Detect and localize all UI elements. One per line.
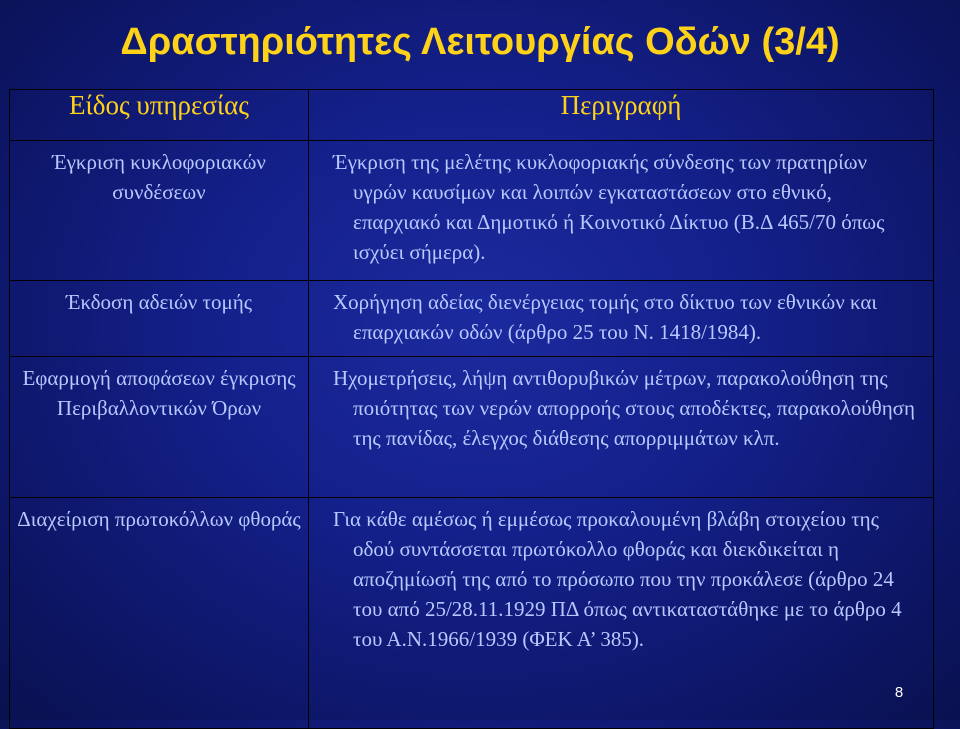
slide-title: Δραστηριότητες Λειτουργίας Οδών (3/4) xyxy=(120,21,840,63)
services-table xyxy=(9,89,934,729)
header-service-type: Είδος υπηρεσίας xyxy=(10,90,309,141)
description-cell xyxy=(309,498,934,729)
description-cell xyxy=(309,281,934,357)
table-row xyxy=(10,141,934,281)
service-type-cell: Έγκριση κυκλοφοριακών συνδέσεων xyxy=(10,141,309,281)
description-text: Ηχομετρήσεις, λήψη αντιθορυβικών μέτρων, παρακολούθηση της ποιότητας των νερών απορροής στους αποδέκτες, παρακολούθηση της πανίδας, έλεγχος διάθεσης απορριμμάτων κλπ. xyxy=(333,366,915,450)
table-row xyxy=(10,281,934,357)
table-row xyxy=(10,498,934,729)
page-number: 8 xyxy=(894,684,904,701)
header-description: Περιγραφή xyxy=(309,90,934,141)
service-type-cell: Έκδοση αδειών τομής xyxy=(10,281,309,357)
table-header-row xyxy=(10,90,934,141)
service-type-cell: Εφαρμογή αποφάσεων έγκρισης Περιβαλλοντικών Όρων xyxy=(10,357,309,498)
description-cell xyxy=(309,141,934,281)
description-text: Χορήγηση αδείας διενέργειας τομής στο δίκτυο των εθνικών και επαρχιακών οδών (άρθρο 25 του Ν. 1418/1984). xyxy=(333,290,878,344)
service-type-cell: Διαχείριση πρωτοκόλλων φθοράς xyxy=(10,498,309,729)
table-row xyxy=(10,357,934,498)
description-text: Έγκριση της μελέτης κυκλοφοριακής σύνδεσης των πρατηρίων υγρών καυσίμων και λοιπών εγκαταστάσεων στο εθνικό, επαρχιακό και Δημοτικό ή Κοινοτικό Δίκτυο (Β.Δ 465/70 όπως ισχύει σήμερα). xyxy=(333,150,885,264)
description-text: Για κάθε αμέσως ή εμμέσως προκαλουμένη βλάβη στοιχείου της οδού συντάσσεται πρωτόκολλο φθοράς και διεκδικείται η αποζημίωσή της από το πρόσωπο που την προκάλεσε (άρθρο 24 του από 25/28.11.1929 ΠΔ όπως αντικαταστάθηκε με το άρθρο 4 του Α.Ν.1966/1939 (ΦΕΚ Α’ 385). xyxy=(333,507,902,651)
description-cell xyxy=(309,357,934,498)
